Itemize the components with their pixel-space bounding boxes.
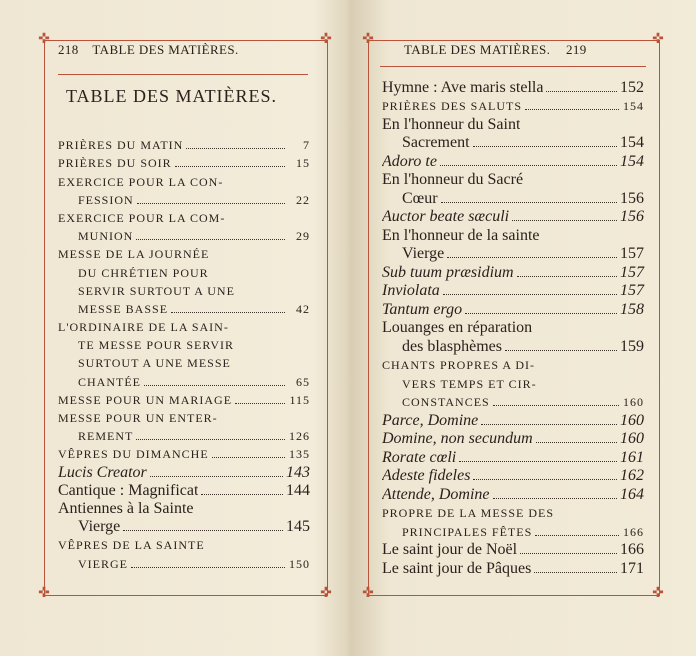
toc-entry bbox=[58, 354, 310, 372]
dot-leader bbox=[447, 257, 617, 258]
dot-leader bbox=[235, 403, 285, 404]
toc-entry bbox=[58, 372, 310, 390]
toc-entry bbox=[382, 189, 644, 208]
toc-entry bbox=[58, 172, 310, 190]
cross-ornament-icon: ✜ bbox=[652, 586, 664, 601]
toc-entry-title: Antiennes à la Sainte bbox=[58, 499, 194, 517]
toc-entry-title: Sub tuum præsidium bbox=[382, 263, 514, 281]
toc-entry-page: 143 bbox=[286, 463, 310, 481]
toc-entry bbox=[58, 536, 310, 554]
toc-entry-title: L'ORDINAIRE DE LA SAIN- bbox=[58, 320, 229, 335]
toc-entry-page: 65 bbox=[296, 374, 310, 389]
toc-entry-title: VIERGE bbox=[78, 556, 128, 571]
toc-entry bbox=[58, 154, 310, 172]
toc-entry bbox=[382, 411, 644, 430]
toc-entry bbox=[382, 374, 644, 393]
toc-entry-page: 144 bbox=[286, 481, 310, 499]
toc-entry-page: 156 bbox=[620, 189, 644, 207]
toc-entry bbox=[58, 427, 310, 445]
toc-entry bbox=[382, 226, 644, 245]
page-number: 219 bbox=[565, 42, 587, 57]
toc-entry-page: 15 bbox=[296, 156, 310, 171]
dot-leader bbox=[171, 312, 285, 313]
left-page bbox=[0, 0, 346, 656]
toc-entry bbox=[382, 559, 644, 578]
dot-leader bbox=[131, 567, 285, 568]
dot-leader bbox=[512, 220, 617, 221]
toc-entry-title: SURTOUT A UNE MESSE bbox=[78, 356, 231, 371]
toc-entry-title: En l'honneur du Sacré bbox=[382, 171, 524, 188]
toc-entry-page: 160 bbox=[620, 430, 644, 447]
dot-leader bbox=[493, 498, 617, 499]
toc-entry-page: 29 bbox=[296, 229, 310, 244]
toc-entry-title: Attende, Domine bbox=[382, 485, 490, 503]
toc-entry bbox=[58, 500, 310, 518]
toc-entry bbox=[58, 409, 310, 427]
toc-entry-page: 135 bbox=[289, 447, 310, 462]
toc-entry-title: Tantum ergo bbox=[382, 300, 463, 318]
dot-leader bbox=[186, 148, 285, 149]
toc-entry-page: 158 bbox=[620, 300, 644, 318]
toc-entry-title: Inviolata bbox=[382, 282, 440, 299]
toc-entry bbox=[382, 319, 644, 338]
toc-entry bbox=[382, 282, 644, 301]
dot-leader bbox=[517, 276, 617, 277]
toc-entry-title: Lucis Creator bbox=[58, 463, 147, 481]
toc-entry-title: PROPRE DE LA MESSE DES bbox=[382, 506, 555, 520]
toc-entry-page: 157 bbox=[620, 245, 644, 262]
toc-entry-page: 115 bbox=[289, 392, 310, 407]
toc-entry-title: Parce, Domine bbox=[382, 411, 479, 429]
toc-entry-title: VÊPRES DU DIMANCHE bbox=[58, 447, 209, 462]
toc-entry-title: VÊPRES DE LA SAINTE bbox=[58, 538, 205, 553]
page-title: TABLE DES MATIÈRES. bbox=[66, 86, 278, 106]
dot-leader bbox=[137, 203, 285, 204]
toc-entry bbox=[382, 152, 644, 171]
toc-entry-page: 157 bbox=[620, 282, 644, 299]
toc-entry bbox=[382, 134, 644, 153]
toc-entry-title: MESSE DE LA JOURNÉE bbox=[58, 247, 210, 262]
toc-entry bbox=[382, 208, 644, 227]
dot-leader bbox=[443, 294, 617, 295]
toc-entry-title: TE MESSE POUR SERVIR bbox=[78, 338, 235, 353]
dot-leader bbox=[520, 553, 617, 554]
dot-leader bbox=[150, 476, 283, 477]
dot-leader bbox=[525, 109, 619, 110]
toc-entry bbox=[382, 263, 644, 282]
dot-leader bbox=[123, 530, 283, 531]
toc-entry-title: SERVIR SURTOUT A UNE bbox=[78, 283, 235, 298]
toc-entry-page: 154 bbox=[623, 99, 644, 113]
toc-entry-title: Le saint jour de Noël bbox=[382, 541, 518, 558]
dot-leader bbox=[481, 424, 617, 425]
toc-entry-title: Hymne : Ave maris stella bbox=[382, 78, 544, 96]
toc-entry-title: Louanges en réparation bbox=[382, 319, 533, 336]
toc-entry-page: 166 bbox=[620, 541, 644, 558]
toc-entry-page: 22 bbox=[296, 192, 310, 207]
right-page bbox=[350, 0, 696, 656]
toc-entry-title: Domine, non secundum bbox=[382, 430, 533, 447]
toc-entry-page: 159 bbox=[620, 337, 644, 355]
toc-entry-title: Vierge bbox=[78, 518, 121, 536]
toc-entry-title: Auctor beate sæculi bbox=[382, 208, 510, 225]
toc-entry-title: REMENT bbox=[78, 429, 134, 444]
header-rule bbox=[380, 66, 646, 67]
toc-entry bbox=[58, 136, 310, 154]
toc-entry bbox=[382, 115, 644, 134]
toc-entry-page: 161 bbox=[620, 448, 644, 466]
toc-entry-title: MESSE POUR UN MARIAGE bbox=[58, 392, 233, 407]
dot-leader bbox=[175, 166, 285, 167]
toc-entry-title: Vierge bbox=[402, 245, 445, 262]
toc-entry bbox=[58, 245, 310, 263]
toc-entry bbox=[58, 263, 310, 281]
dot-leader bbox=[441, 202, 617, 203]
dot-leader bbox=[546, 91, 617, 92]
dot-leader bbox=[493, 405, 619, 406]
toc-entry bbox=[382, 393, 644, 412]
dot-leader bbox=[473, 479, 617, 480]
toc-entry bbox=[382, 300, 644, 319]
toc-entry-title: Rorate cœli bbox=[382, 448, 457, 466]
toc-entry-page: 160 bbox=[620, 411, 644, 429]
toc-entry-title: MESSE BASSE bbox=[78, 301, 169, 316]
toc-entry bbox=[58, 336, 310, 354]
toc-entry-title: EXERCICE POUR LA CON- bbox=[58, 174, 224, 189]
cross-ornament-icon: ✜ bbox=[320, 586, 332, 601]
dot-leader bbox=[465, 313, 617, 314]
toc-entry bbox=[58, 318, 310, 336]
toc-entry-page: 154 bbox=[620, 134, 644, 151]
toc-entry bbox=[58, 282, 310, 300]
table-of-contents-left bbox=[58, 136, 310, 573]
table-of-contents-right bbox=[382, 78, 644, 578]
toc-entry bbox=[58, 300, 310, 318]
toc-entry-page: 7 bbox=[303, 138, 310, 153]
toc-entry bbox=[382, 522, 644, 541]
toc-entry bbox=[382, 541, 644, 560]
toc-entry-page: 166 bbox=[623, 524, 644, 539]
toc-entry bbox=[382, 448, 644, 467]
toc-entry-page: 42 bbox=[296, 301, 310, 316]
dot-leader bbox=[136, 439, 285, 440]
toc-entry bbox=[382, 78, 644, 97]
toc-entry-page: 150 bbox=[289, 556, 310, 571]
toc-entry-title: PRIÈRES DU SOIR bbox=[58, 156, 172, 171]
dot-leader bbox=[459, 461, 617, 462]
dot-leader bbox=[473, 146, 617, 147]
toc-entry bbox=[58, 209, 310, 227]
toc-entry-title: PRINCIPALES FÊTES bbox=[402, 524, 533, 539]
toc-entry bbox=[382, 430, 644, 449]
toc-entry-title: Cœur bbox=[402, 189, 438, 207]
dot-leader bbox=[536, 442, 617, 443]
toc-entry-page: 162 bbox=[620, 467, 644, 484]
toc-entry bbox=[58, 482, 310, 500]
toc-entry bbox=[382, 356, 644, 375]
dot-leader bbox=[440, 165, 617, 166]
dot-leader bbox=[201, 494, 283, 495]
toc-entry-page: 157 bbox=[620, 263, 644, 281]
toc-entry bbox=[58, 191, 310, 209]
toc-entry bbox=[58, 445, 310, 463]
dot-leader bbox=[505, 350, 617, 351]
toc-entry bbox=[382, 337, 644, 356]
toc-entry-page: 126 bbox=[289, 429, 310, 444]
cross-ornament-icon: ✜ bbox=[362, 586, 374, 601]
dot-leader bbox=[136, 239, 285, 240]
toc-entry bbox=[382, 504, 644, 523]
toc-entry-page: 164 bbox=[620, 485, 644, 503]
toc-entry-title: EXERCICE POUR LA COM- bbox=[58, 210, 226, 225]
toc-entry-page: 171 bbox=[620, 559, 644, 577]
header-rule bbox=[58, 74, 308, 75]
toc-entry-title: En l'honneur du Saint bbox=[382, 115, 521, 133]
toc-entry-title: Adeste fideles bbox=[382, 467, 471, 484]
toc-entry bbox=[58, 391, 310, 409]
toc-entry bbox=[382, 97, 644, 116]
page-number: 218 bbox=[58, 42, 79, 57]
toc-entry-title: Adoro te bbox=[382, 152, 437, 170]
toc-entry bbox=[58, 518, 310, 536]
toc-entry bbox=[58, 227, 310, 245]
toc-entry-title: VERS TEMPS ET CIR- bbox=[402, 376, 537, 391]
toc-entry-title: CONSTANCES bbox=[402, 395, 490, 409]
toc-entry-title: DU CHRÉTIEN POUR bbox=[78, 265, 209, 280]
toc-entry-title: MUNION bbox=[78, 229, 134, 244]
cross-ornament-icon: ✜ bbox=[652, 32, 664, 47]
toc-entry-title: Le saint jour de Pâques bbox=[382, 559, 532, 577]
toc-entry-page: 160 bbox=[623, 395, 644, 409]
toc-entry bbox=[382, 245, 644, 264]
toc-entry-page: 152 bbox=[620, 78, 644, 96]
toc-entry-title: PRIÈRES DU MATIN bbox=[58, 138, 184, 153]
cross-ornament-icon: ✜ bbox=[38, 586, 50, 601]
toc-entry-title: des blasphèmes bbox=[402, 337, 502, 355]
toc-entry-title: FESSION bbox=[78, 192, 134, 207]
toc-entry bbox=[58, 554, 310, 572]
toc-entry-title: Sacrement bbox=[402, 134, 470, 151]
toc-entry-title: En l'honneur de la sainte bbox=[382, 226, 540, 244]
running-head-text: TABLE DES MATIÈRES. bbox=[404, 42, 551, 57]
cross-ornament-icon: ✜ bbox=[362, 32, 374, 47]
dot-leader bbox=[212, 457, 285, 458]
toc-entry bbox=[382, 485, 644, 504]
toc-entry-title: CHANTÉE bbox=[78, 374, 141, 389]
dot-leader bbox=[534, 572, 617, 573]
toc-entry-page: 156 bbox=[620, 208, 644, 225]
toc-entry bbox=[58, 463, 310, 481]
toc-entry-title: PRIÈRES DES SALUTS bbox=[382, 99, 523, 113]
toc-entry-page: 145 bbox=[286, 518, 310, 536]
toc-entry-title: CHANTS PROPRES A DI- bbox=[382, 358, 536, 372]
running-head-left bbox=[58, 42, 239, 58]
toc-entry bbox=[382, 467, 644, 486]
running-head-text: TABLE DES MATIÈRES. bbox=[92, 42, 239, 57]
toc-entry-page: 154 bbox=[620, 152, 644, 170]
cross-ornament-icon: ✜ bbox=[320, 32, 332, 47]
toc-entry-title: MESSE POUR UN ENTER- bbox=[58, 411, 218, 425]
dot-leader bbox=[144, 385, 285, 386]
running-head-right bbox=[404, 42, 587, 58]
toc-entry-title: Cantique : Magnificat bbox=[58, 481, 199, 499]
dot-leader bbox=[535, 535, 619, 536]
toc-entry bbox=[382, 171, 644, 190]
cross-ornament-icon: ✜ bbox=[38, 32, 50, 47]
